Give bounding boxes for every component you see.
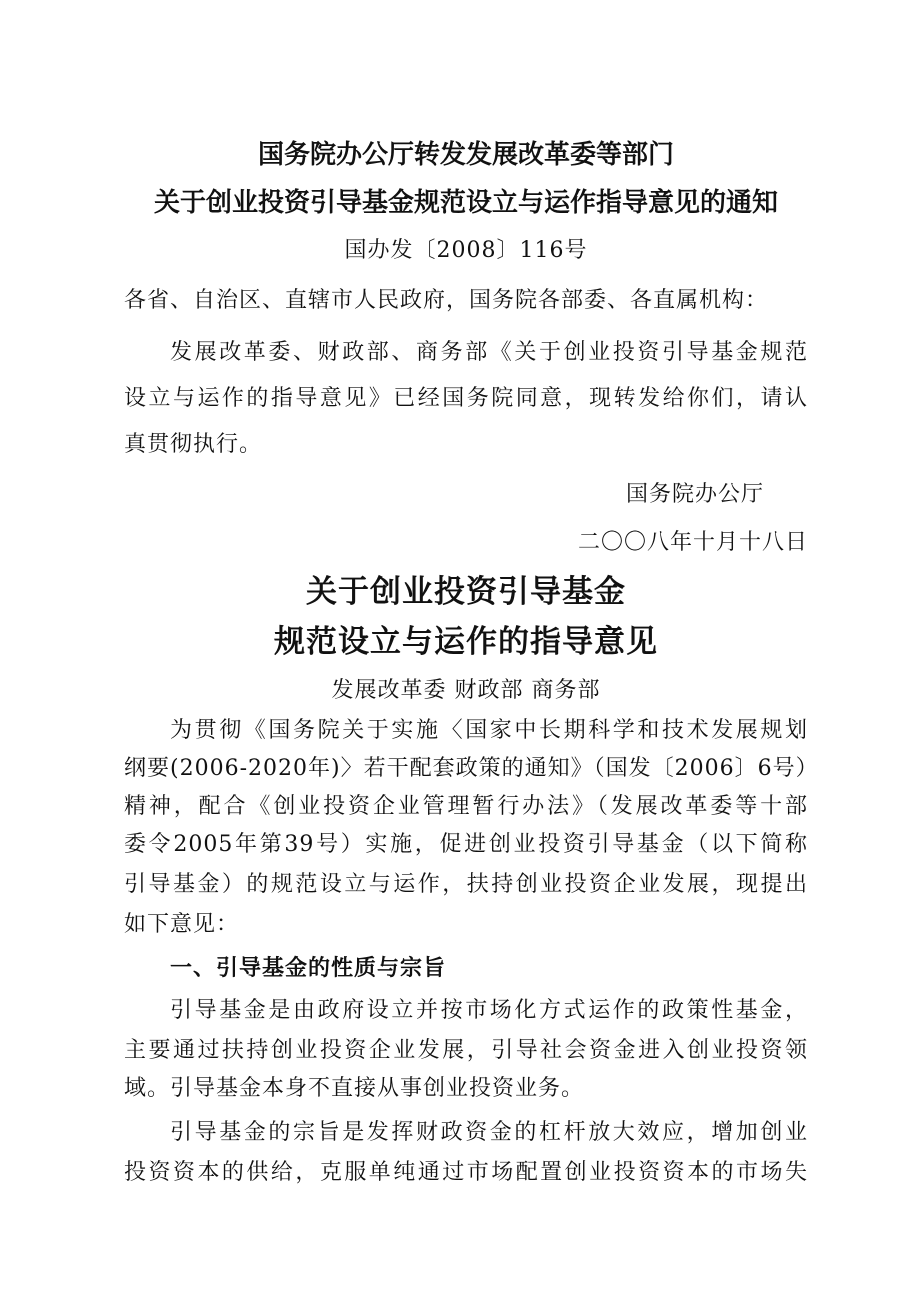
- notice-issuer: 国务院办公厅: [625, 482, 764, 507]
- opinion-intro-line: 为贯彻《国务院关于实施〈国家中长期科学和技术发展规划: [170, 718, 808, 743]
- notice-doc-number: 国办发〔2008〕116号: [344, 238, 588, 263]
- opinion-intro-line: 委令2005年第39号）实施，促进创业投资引导基金（以下简称: [124, 832, 808, 857]
- section1-para1-line: 引导基金是由政府设立并按市场化方式运作的政策性基金，: [170, 998, 808, 1023]
- notice-date: 二〇〇八年十月十八日: [577, 530, 808, 555]
- notice-body-line: 发展改革委、财政部、商务部《关于创业投资引导基金规范: [170, 340, 808, 365]
- opinion-authors: 发展改革委 财政部 商务部: [331, 678, 601, 703]
- section1-para1-line: 域。引导基金本身不直接从事创业投资业务。: [124, 1076, 585, 1101]
- opinion-title-line1: 关于创业投资引导基金: [306, 574, 626, 610]
- notice-title-line1: 国务院办公厅转发发展改革委等部门: [257, 140, 674, 170]
- opinion-title-line2: 规范设立与运作的指导意见: [274, 624, 658, 660]
- notice-title-line2: 关于创业投资引导基金规范设立与运作指导意见的通知: [153, 188, 778, 218]
- notice-body-line: 真贯彻执行。: [124, 432, 263, 457]
- opinion-intro-line: 如下意见：: [124, 912, 240, 937]
- document-page: [124, 0, 819, 1302]
- section1-para2-line: 投资资本的供给，克服单纯通过市场配置创业投资资本的市场失: [124, 1160, 808, 1185]
- opinion-intro-line: 引导基金）的规范设立与运作，扶持创业投资企业发展，现提出: [124, 872, 808, 897]
- section-heading: 一、引导基金的性质与宗旨: [170, 956, 447, 981]
- opinion-intro-line: 纲要(2006-2020年)〉若干配套政策的通知》（国发〔2006〕6号）: [124, 756, 819, 781]
- opinion-intro-line: 精神，配合《创业投资企业管理暂行办法》（发展改革委等十部: [124, 794, 808, 819]
- section1-para1-line: 主要通过扶持创业投资企业发展，引导社会资金进入创业投资领: [124, 1038, 808, 1063]
- notice-addressee: 各省、自治区、直辖市人民政府，国务院各部委、各直属机构：: [124, 288, 769, 313]
- notice-body-line: 设立与运作的指导意见》已经国务院同意，现转发给你们，请认: [124, 386, 808, 411]
- section1-para2-line: 引导基金的宗旨是发挥财政资金的杠杆放大效应，增加创业: [170, 1120, 808, 1145]
